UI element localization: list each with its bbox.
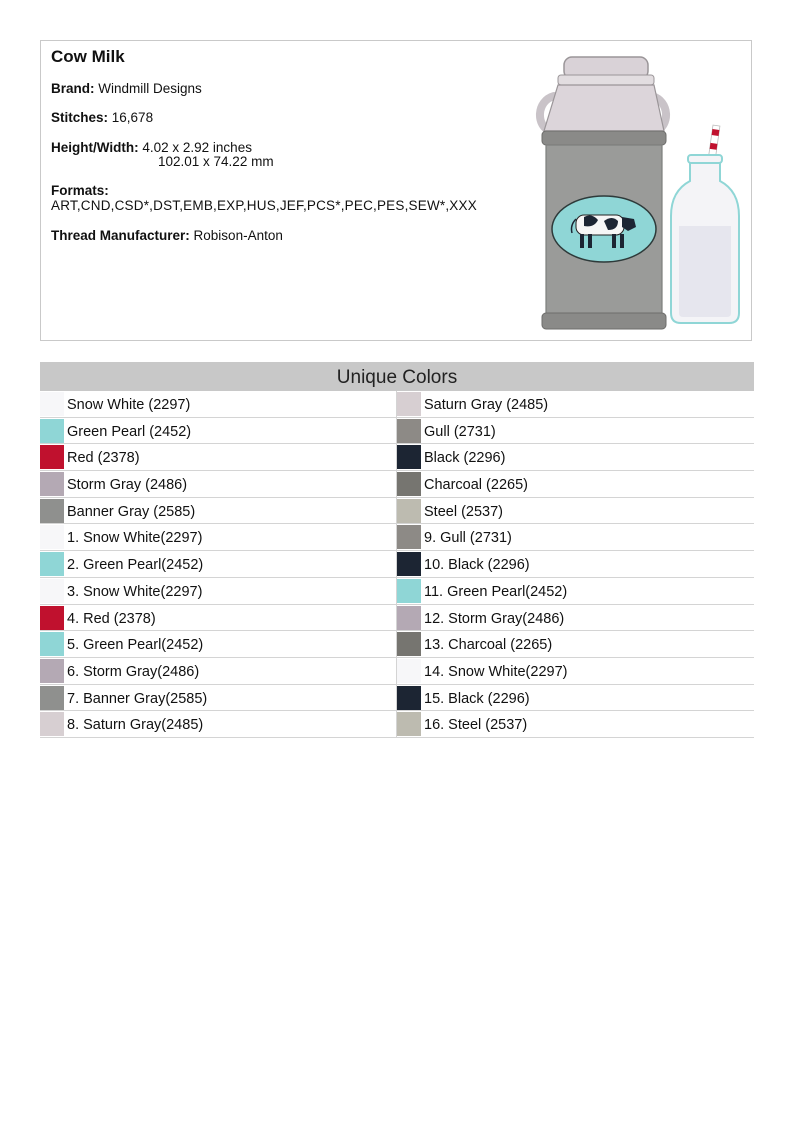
color-row bbox=[40, 444, 397, 471]
brand-row bbox=[51, 81, 202, 96]
color-name: 11. Green Pearl(2452) bbox=[424, 583, 568, 600]
color-name: Charcoal (2265) bbox=[424, 477, 528, 494]
color-name: 7. Banner Gray(2585) bbox=[67, 690, 208, 707]
color-swatch bbox=[397, 606, 421, 630]
unique-colors-section bbox=[40, 362, 754, 738]
color-name: Steel (2537) bbox=[424, 503, 503, 520]
color-swatch bbox=[397, 632, 421, 656]
formats-list: ART,CND,CSD*,DST,EMB,EXP,HUS,JEF,PCS*,PEC,PES,SEW*,XXX bbox=[51, 198, 477, 213]
color-name: Black (2296) bbox=[424, 450, 506, 467]
height-width-inches: 4.02 x 2.92 inches bbox=[142, 140, 252, 155]
color-name: 16. Steel (2537) bbox=[424, 717, 528, 734]
color-row bbox=[397, 444, 754, 471]
formats-label: Formats: bbox=[51, 183, 109, 198]
brand-label: Brand: bbox=[51, 81, 95, 96]
color-row bbox=[397, 658, 754, 685]
color-row bbox=[40, 711, 397, 738]
thread-value: Robison-Anton bbox=[193, 228, 283, 243]
color-swatch bbox=[397, 445, 421, 469]
color-row bbox=[397, 498, 754, 525]
color-swatch bbox=[40, 419, 64, 443]
color-row bbox=[40, 578, 397, 605]
color-swatch bbox=[397, 472, 421, 496]
color-name: Snow White (2297) bbox=[67, 397, 191, 413]
color-name: Green Pearl (2452) bbox=[67, 423, 192, 440]
color-row bbox=[397, 418, 754, 445]
color-row bbox=[40, 498, 397, 525]
unique-colors-heading: Unique Colors bbox=[40, 362, 754, 391]
brand-value: Windmill Designs bbox=[98, 81, 202, 96]
color-name: 12. Storm Gray(2486) bbox=[424, 610, 565, 627]
color-name: Storm Gray (2486) bbox=[67, 477, 188, 494]
design-title: Cow Milk bbox=[51, 47, 125, 66]
color-swatch bbox=[397, 579, 421, 603]
design-preview-image bbox=[534, 51, 749, 336]
color-row bbox=[40, 685, 397, 712]
color-swatch bbox=[397, 552, 421, 576]
color-row bbox=[397, 578, 754, 605]
formats-row bbox=[51, 183, 477, 213]
color-swatch bbox=[40, 712, 64, 736]
color-name: 14. Snow White(2297) bbox=[424, 663, 568, 680]
color-name: 13. Charcoal (2265) bbox=[424, 637, 553, 654]
color-name: Saturn Gray (2485) bbox=[424, 397, 549, 413]
stitches-label: Stitches: bbox=[51, 110, 109, 125]
color-name: 9. Gull (2731) bbox=[424, 530, 512, 547]
color-grid bbox=[40, 391, 754, 738]
color-swatch bbox=[40, 632, 64, 656]
color-swatch bbox=[40, 686, 64, 710]
color-row bbox=[40, 631, 397, 658]
color-swatch bbox=[397, 499, 421, 523]
color-name: 6. Storm Gray(2486) bbox=[67, 663, 200, 680]
color-swatch bbox=[40, 445, 64, 469]
color-name: Gull (2731) bbox=[424, 423, 496, 440]
color-swatch bbox=[40, 472, 64, 496]
color-row bbox=[397, 685, 754, 712]
color-row bbox=[40, 551, 397, 578]
thread-label: Thread Manufacturer: bbox=[51, 228, 190, 243]
color-swatch bbox=[40, 525, 64, 549]
color-row bbox=[40, 658, 397, 685]
color-row bbox=[397, 391, 754, 418]
color-name: 8. Saturn Gray(2485) bbox=[67, 717, 204, 734]
color-row bbox=[40, 471, 397, 498]
color-name: 1. Snow White(2297) bbox=[67, 530, 203, 547]
color-row bbox=[40, 418, 397, 445]
color-row bbox=[397, 711, 754, 738]
color-name: 3. Snow White(2297) bbox=[67, 583, 203, 600]
color-swatch bbox=[40, 606, 64, 630]
color-column-left bbox=[40, 391, 397, 738]
color-row bbox=[397, 551, 754, 578]
color-row bbox=[40, 605, 397, 632]
color-swatch bbox=[40, 552, 64, 576]
color-swatch bbox=[40, 579, 64, 603]
color-swatch bbox=[40, 659, 64, 683]
design-info-card bbox=[40, 40, 752, 341]
color-name: Red (2378) bbox=[67, 450, 140, 467]
color-row bbox=[40, 524, 397, 551]
thread-row bbox=[51, 228, 283, 243]
color-swatch bbox=[397, 392, 421, 416]
stitches-row bbox=[51, 110, 153, 125]
color-swatch bbox=[397, 686, 421, 710]
color-column-right bbox=[397, 391, 754, 738]
color-name: 5. Green Pearl(2452) bbox=[67, 637, 204, 654]
color-row bbox=[397, 631, 754, 658]
color-row bbox=[397, 605, 754, 632]
color-name: Banner Gray (2585) bbox=[67, 503, 196, 520]
color-swatch bbox=[40, 499, 64, 523]
color-swatch bbox=[397, 419, 421, 443]
color-swatch bbox=[397, 712, 421, 736]
color-swatch bbox=[397, 659, 421, 683]
color-row bbox=[40, 391, 397, 418]
color-name: 4. Red (2378) bbox=[67, 610, 156, 627]
color-name: 15. Black (2296) bbox=[424, 690, 530, 707]
color-row bbox=[397, 471, 754, 498]
height-width-mm: 102.01 x 74.22 mm bbox=[158, 154, 274, 169]
color-name: 10. Black (2296) bbox=[424, 557, 530, 574]
color-name: 2. Green Pearl(2452) bbox=[67, 557, 204, 574]
color-swatch bbox=[40, 392, 64, 416]
height-width-row bbox=[51, 140, 351, 172]
height-width-label: Height/Width: bbox=[51, 140, 139, 155]
stitches-value: 16,678 bbox=[111, 110, 154, 125]
color-swatch bbox=[397, 525, 421, 549]
color-row bbox=[397, 524, 754, 551]
